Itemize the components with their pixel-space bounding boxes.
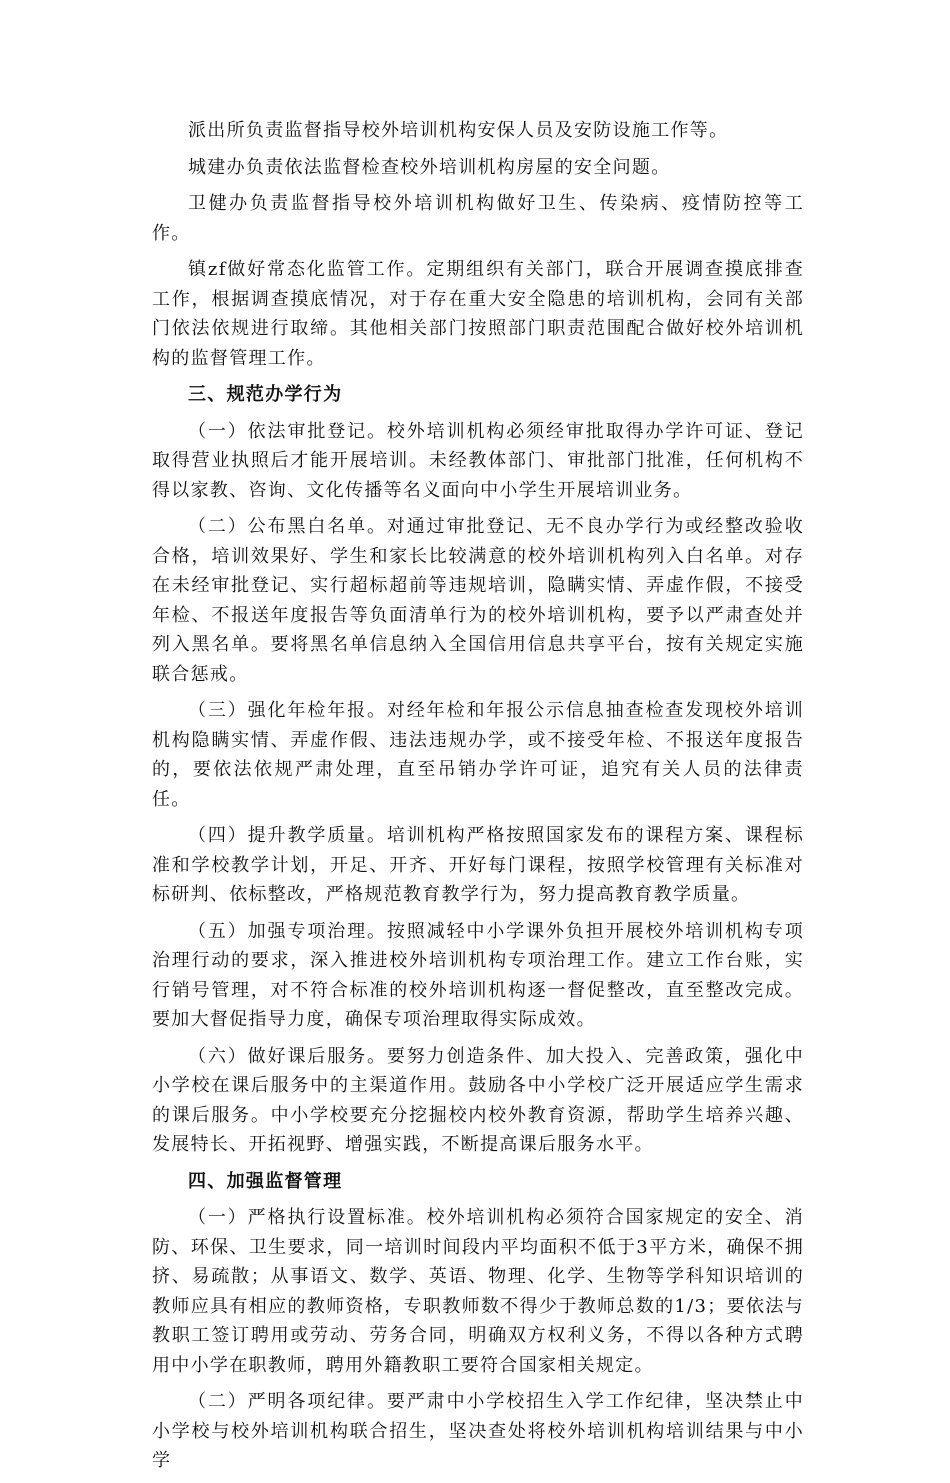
- intro-paragraph-urban-construction: 城建办负责依法监督检查校外培训机构房屋的安全问题。: [188, 156, 671, 178]
- section-heading-3: 三、规范办学行为: [188, 384, 343, 405]
- section3-paragraph-3: （三）强化年检年报。对经年检和年报公示信息抽查检查发现校外培训机构隐瞒实情、弄虚作假、违法违规办学，或不接受年检、不报送年度报告的，要依法依规严肃处理，直至吊销办学许可证，追究有关人员的法律责任。: [152, 700, 804, 810]
- section4-paragraph-1: （一）严格执行设置标准。校外培训机构必须符合国家规定的安全、消防、环保、卫生要求，同一培训时间段内平均面积不低于3平方米，确保不拥挤、易疏散；从事语文、数学、英语、物理、化学、生物等学科知识培训的教师应具有相应的教师资格，专职教师数不得少于教师总数的1/3；要依法与教职工签订聘用或劳动、劳务合同，明确双方权利义务，不得以各种方式聘用中小学在职教师，聘用外籍教职工要符合国家相关规定。: [152, 1207, 804, 1376]
- section3-paragraph-4: （四）提升教学质量。培训机构严格按照国家发布的课程方案、课程标准和学校教学计划，开足、开齐、开好每门课程，按照学校管理有关标准对标研判、依标整改，严格规范教育教学行为，努力提高教育教学质量。: [152, 825, 804, 905]
- section3-paragraph-2: （二）公布黑白名单。对通过审批登记、无不良办学行为或经整改验收合格，培训效果好、学生和家长比较满意的校外培训机构列入白名单。对存在未经审批登记、实行超标超前等违规培训，隐瞒实情、弄虚作假，不接受年检、不报送年度报告等负面清单行为的校外培训机构，要予以严肃查处并列入黑名单。要将黑名单信息纳入全国信用信息共享平台，按有关规定实施联合惩戒。: [152, 516, 804, 685]
- intro-paragraph-police: 派出所负责监督指导校外培训机构安保人员及安防设施工作等。: [188, 120, 729, 141]
- section4-paragraph-2: （二）严明各项纪律。要严肃中小学校招生入学工作纪律，坚决禁止中小学校与校外培训机构联合招生，坚决查处将校外培训机构培训结果与中小学: [152, 1391, 804, 1471]
- section3-paragraph-1: （一）依法审批登记。校外培训机构必须经审批取得办学许可证、登记取得营业执照后才能开展培训。未经教体部门、审批部门批准，任何机构不得以家教、咨询、文化传播等名义面向中小学生开展培训业务。: [152, 420, 804, 501]
- intro-paragraph-town-government: 镇zf做好常态化监管工作。定期组织有关部门，联合开展调查摸底排查工作，根据调查摸底情况，对于存在重大安全隐患的培训机构，会同有关部门依法依规进行取缔。其他相关部门按照部门职责范围配合做好校外培训机构的监督管理工作。: [152, 259, 804, 369]
- section-heading-4: 四、加强监督管理: [188, 1170, 343, 1192]
- section3-paragraph-5: （五）加强专项治理。按照减轻中小学课外负担开展校外培训机构专项治理行动的要求，深入推进校外培训机构专项治理工作。建立工作台账，实行销号管理，对不符合标准的校外培训机构逐一督促整改，直至整改完成。要加大督促指导力度，确保专项治理取得实际成效。: [152, 920, 804, 1030]
- section3-paragraph-6: （六）做好课后服务。要努力创造条件、加大投入、完善政策，强化中小学校在课后服务中的主渠道作用。鼓励各中小学校广泛开展适应学生需求的课后服务。中小学校要充分挖掘校内校外教育资源，帮助学生培养兴趣、发展特长、开拓视野、增强实践，不断提高课后服务水平。: [152, 1045, 804, 1155]
- document-page: [152, 116, 804, 1483]
- intro-paragraph-health: 卫健办负责监督指导校外培训机构做好卫生、传染病、疫情防控等工作。: [152, 193, 804, 244]
